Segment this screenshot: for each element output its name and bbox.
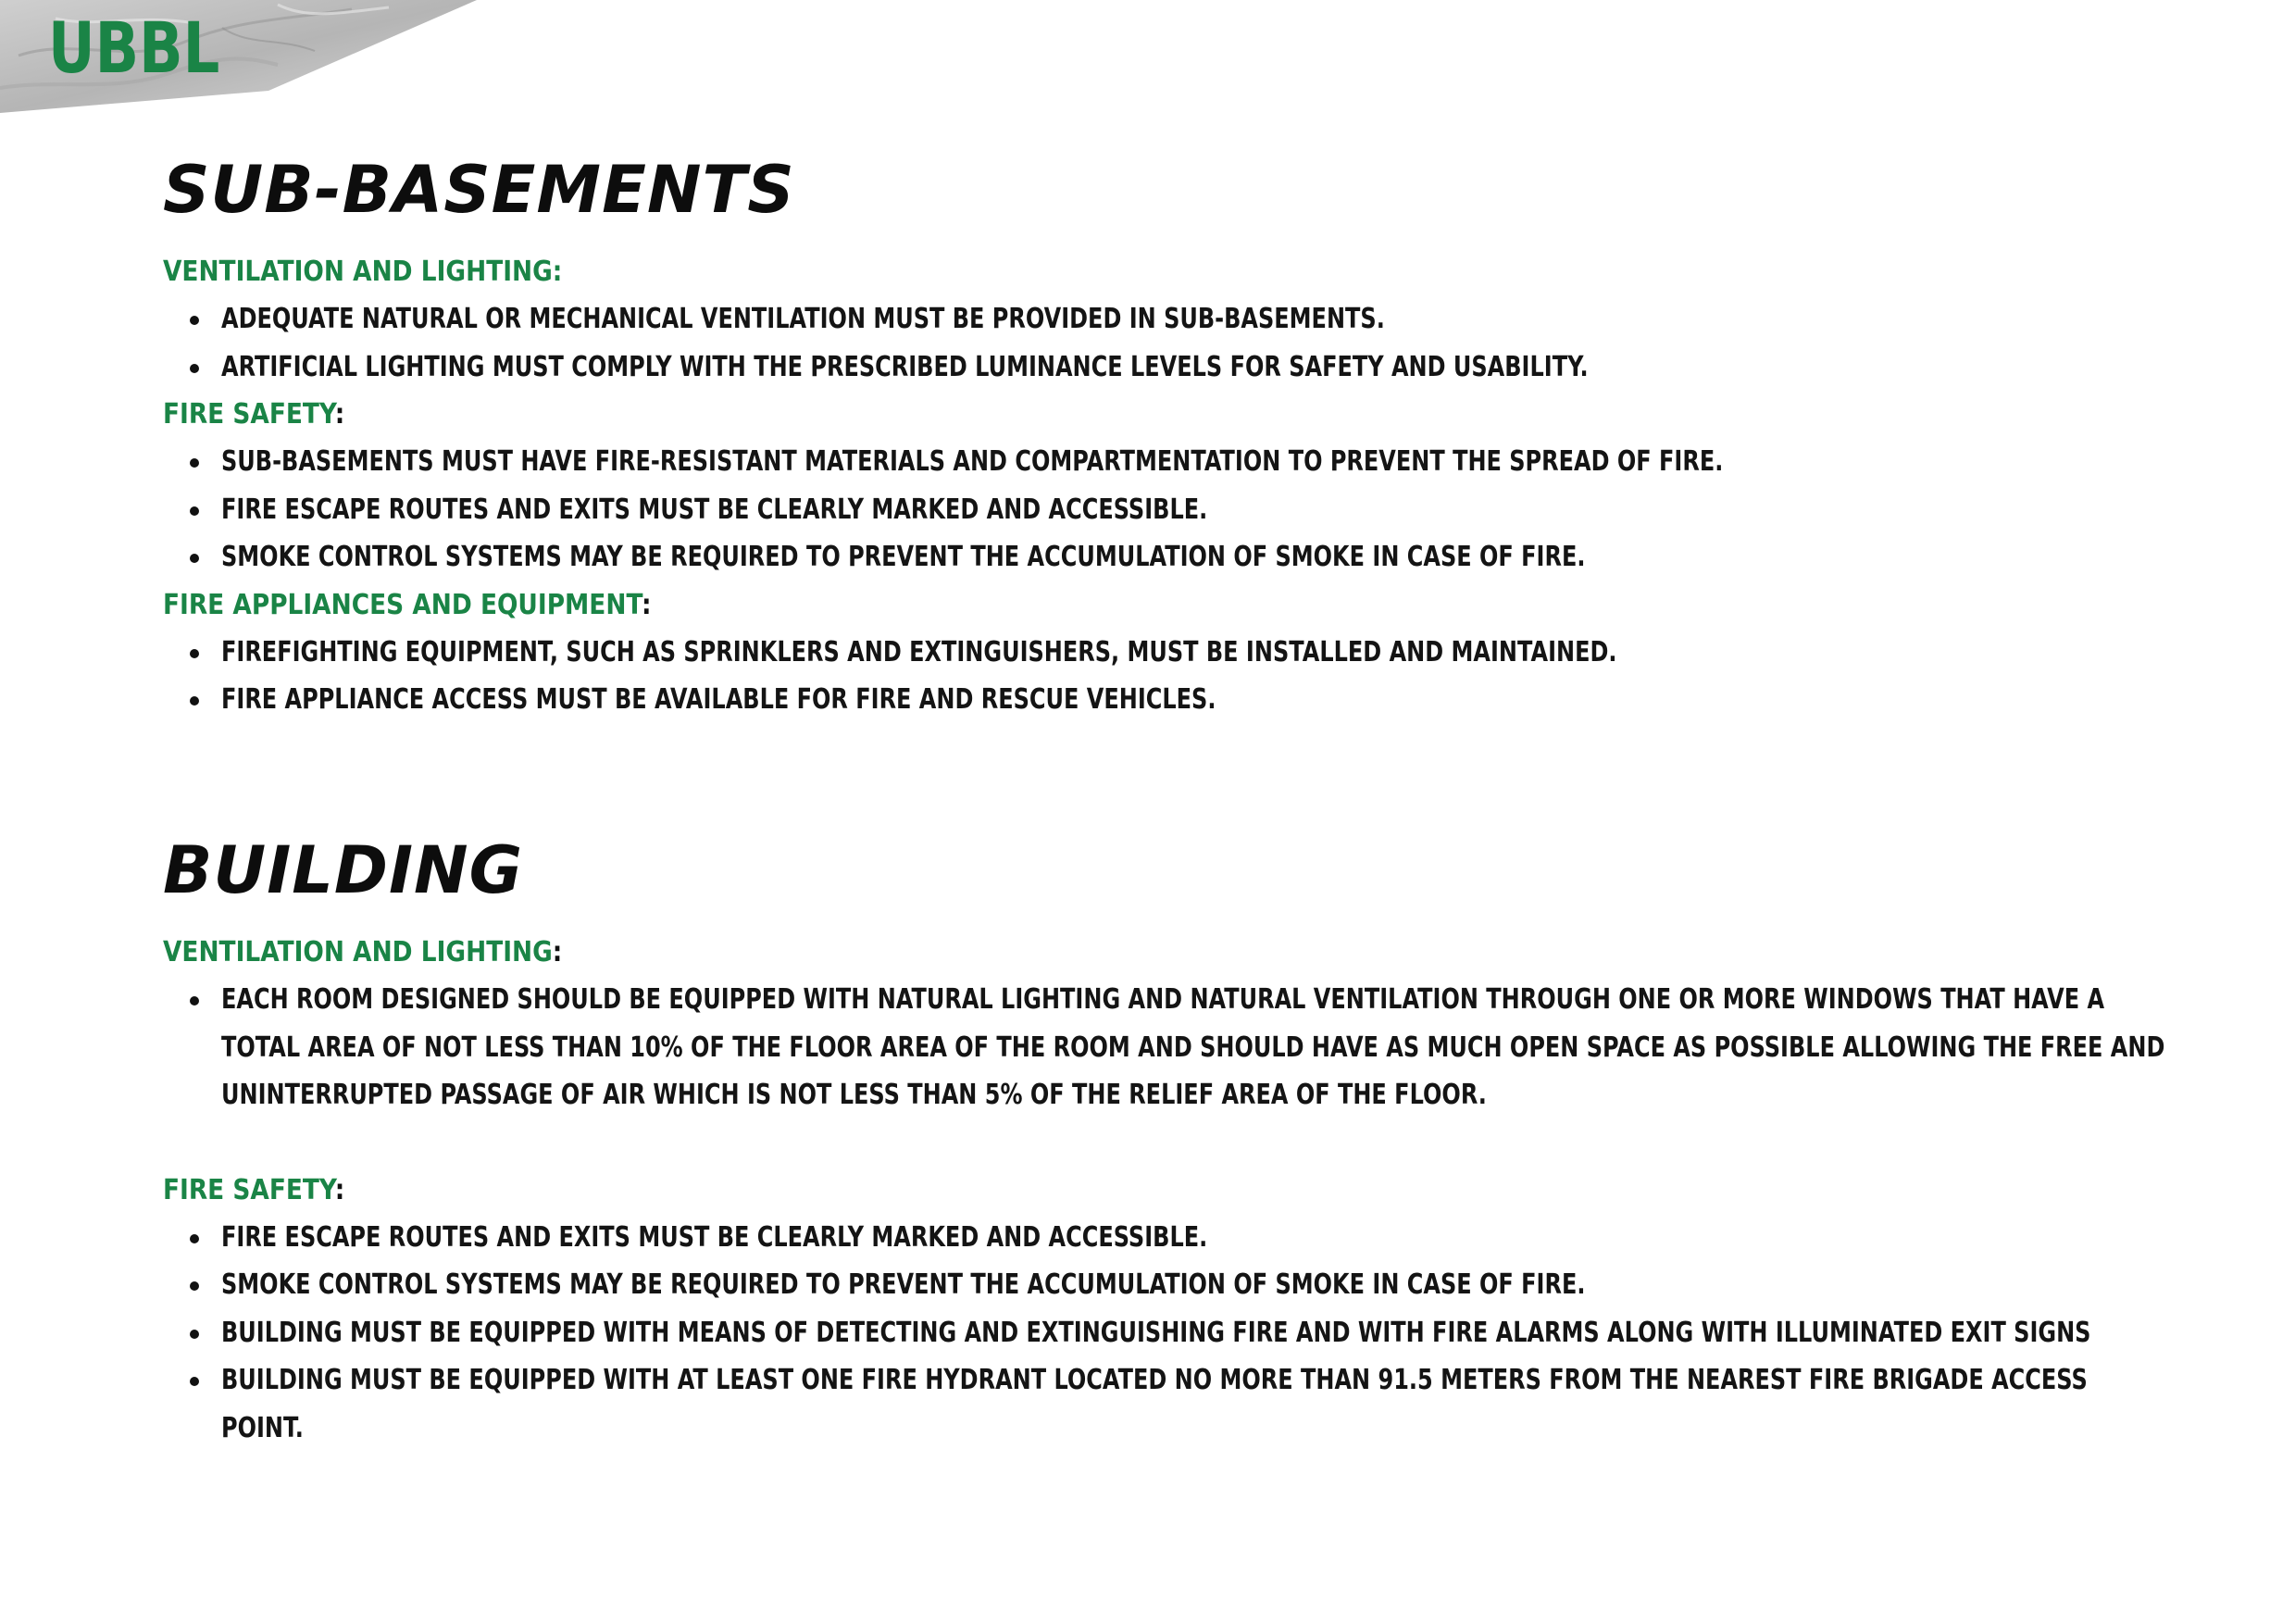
list-item <box>163 676 2172 724</box>
group-heading: FIRE APPLIANCES AND EQUIPMENT: <box>163 588 652 621</box>
list-item <box>163 1261 2172 1309</box>
group-heading-text: FIRE SAFETY <box>163 398 335 431</box>
list-item <box>163 438 2172 486</box>
section-title: BUILDING <box>163 832 524 908</box>
section-sub-basements <box>163 152 2172 724</box>
section-title: SUB-BASEMENTS <box>163 152 795 228</box>
list-item-text: BUILDING MUST BE EQUIPPED WITH MEANS OF DETECTING AND EXTINGUISHING FIRE AND WITH FIRE ALARMS ALONG WITH ILLUMINATED EXIT SIGNS <box>221 1316 2091 1349</box>
bullet-list <box>163 976 2172 1119</box>
group-heading-text: VENTILATION AND LIGHTING: <box>163 256 563 288</box>
spacer <box>163 1119 2172 1167</box>
section-building <box>163 832 2172 1452</box>
group-heading: VENTILATION AND LIGHTING: <box>163 936 563 968</box>
bullet-list <box>163 295 2172 391</box>
list-item-text: SUB-BASEMENTS MUST HAVE FIRE-RESISTANT MATERIALS AND COMPARTMENTATION TO PREVENT THE SPREAD OF FIRE. <box>221 445 1724 478</box>
group-heading: FIRE SAFETY: <box>163 1173 345 1206</box>
list-item-text: BUILDING MUST BE EQUIPPED WITH AT LEAST ONE FIRE HYDRANT LOCATED NO MORE THAN 91.5 METERS FROM THE NEAREST FIRE BRIGADE ACCESS POINT. <box>221 1364 2088 1444</box>
list-item-text: ADEQUATE NATURAL OR MECHANICAL VENTILATION MUST BE PROVIDED IN SUB-BASEMENTS. <box>221 303 1385 335</box>
list-item-text: FIRE APPLIANCE ACCESS MUST BE AVAILABLE FOR FIRE AND RESCUE VEHICLES. <box>221 683 1216 716</box>
list-item-text: EACH ROOM DESIGNED SHOULD BE EQUIPPED WITH NATURAL LIGHTING AND NATURAL VENTILATION THROUGH ONE OR MORE WINDOWS THAT HAVE A TOTAL AREA OF NOT LESS THAN 10% OF THE FLOOR AREA OF THE ROOM AND SHOULD HAVE AS MUCH OPEN SPACE AS POSSIBLE ALLOWING THE FREE AND UNINTERRUPTED PASSAGE OF AIR WHICH IS NOT LESS THAN 5% OF THE RELIEF AREA OF THE FLOOR. <box>221 983 2165 1111</box>
bullet-list <box>163 438 2172 581</box>
list-item-text: FIRE ESCAPE ROUTES AND EXITS MUST BE CLEARLY MARKED AND ACCESSIBLE. <box>221 493 1208 526</box>
list-item <box>163 1214 2172 1262</box>
list-item <box>163 1356 2172 1452</box>
group-heading-text: FIRE SAFETY <box>163 1173 335 1206</box>
list-item-text: FIRE ESCAPE ROUTES AND EXITS MUST BE CLEARLY MARKED AND ACCESSIBLE. <box>221 1220 1208 1254</box>
list-item <box>163 344 2172 392</box>
bullet-list <box>163 1214 2172 1453</box>
group-heading: FIRE SAFETY: <box>163 398 345 431</box>
logo: UBBL <box>48 6 220 89</box>
group-heading-text: VENTILATION AND LIGHTING <box>163 936 553 968</box>
list-item <box>163 976 2172 1119</box>
list-item <box>163 486 2172 534</box>
list-item <box>163 295 2172 344</box>
group-heading <box>163 248 1931 295</box>
list-item <box>163 1309 2172 1357</box>
group-heading-text: FIRE APPLIANCES AND EQUIPMENT <box>163 588 642 621</box>
list-item-text: ARTIFICIAL LIGHTING MUST COMPLY WITH THE PRESCRIBED LUMINANCE LEVELS FOR SAFETY AND USABILITY. <box>221 350 1589 383</box>
list-item-text: SMOKE CONTROL SYSTEMS MAY BE REQUIRED TO PREVENT THE ACCUMULATION OF SMOKE IN CASE OF FIRE. <box>221 1268 1586 1301</box>
list-item <box>163 533 2172 581</box>
bullet-list <box>163 629 2172 724</box>
list-item <box>163 629 2172 677</box>
list-item-text: SMOKE CONTROL SYSTEMS MAY BE REQUIRED TO PREVENT THE ACCUMULATION OF SMOKE IN CASE OF FIRE. <box>221 541 1586 573</box>
list-item-text: FIREFIGHTING EQUIPMENT, SUCH AS SPRINKLERS AND EXTINGUISHERS, MUST BE INSTALLED AND MAINTAINED. <box>221 635 1617 668</box>
